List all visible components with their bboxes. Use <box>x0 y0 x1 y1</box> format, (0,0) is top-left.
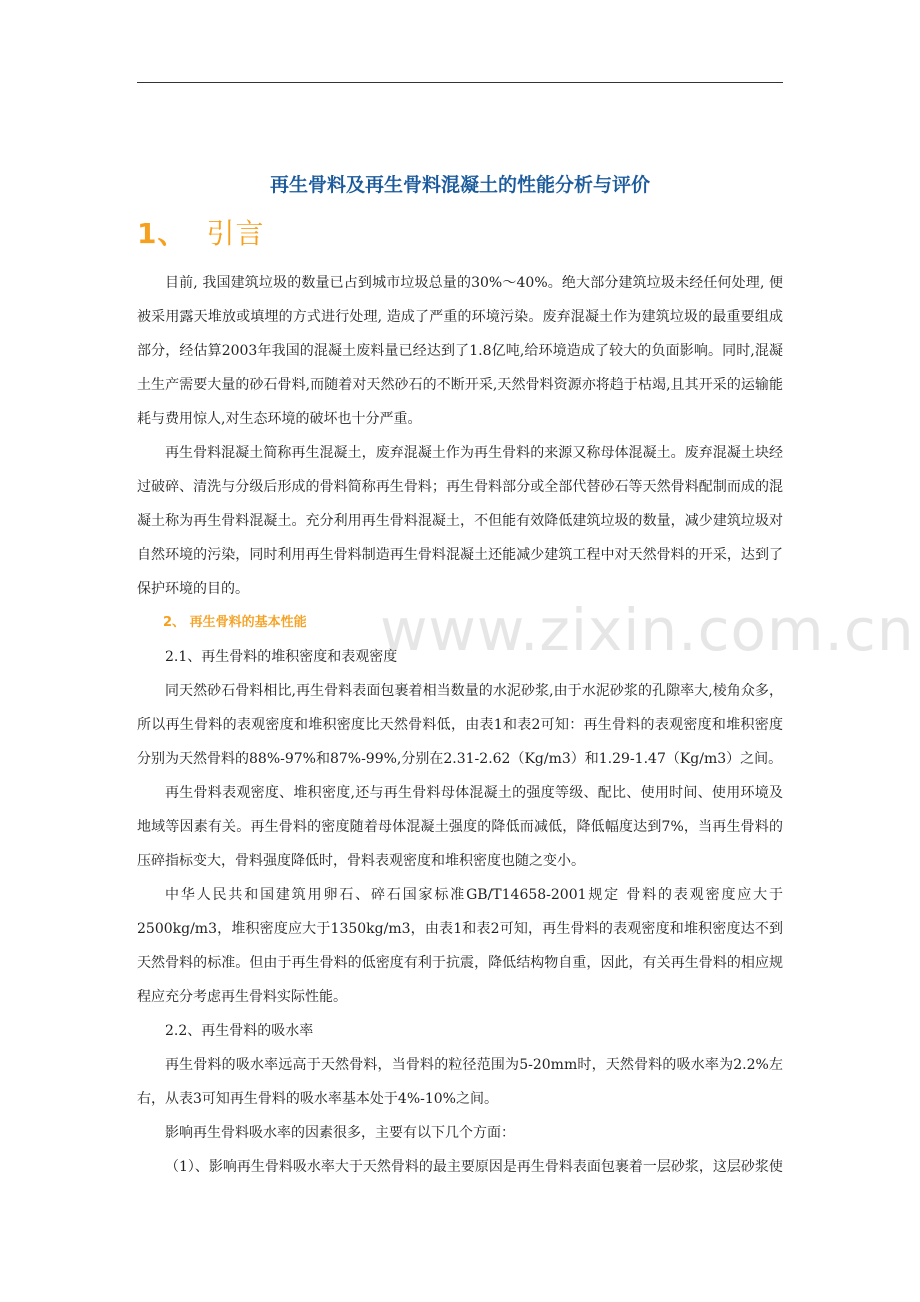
document-body <box>137 266 783 1184</box>
paragraph: 再生骨料混凝土简称再生混凝土，废弃混凝土作为再生骨料的来源又称母体混凝土。废弃混凝土块经过破碎、清洗与分级后形成的骨料简称再生骨料；再生骨料部分或全部代替砂石等天然骨料配制而成的混凝土称为再生骨料混凝土。充分利用再生骨料混凝土，不但能有效降低建筑垃圾的数量，减少建筑垃圾对自然环境的污染，同时利用再生骨料制造再生骨料混凝土还能减少建筑工程中对天然骨料的开采，达到了保护环境的目的。 <box>137 445 783 597</box>
paragraph: （1）、影响再生骨料吸水率大于天然骨料的最主要原因是再生骨料表面包裹着一层砂浆，这层砂浆使 <box>165 1159 783 1175</box>
paragraph: 目前, 我国建筑垃圾的数量已占到城市垃圾总量的30%～40%。绝大部分建筑垃圾未经任何处理, 便被采用露天堆放或填埋的方式进行处理, 造成了严重的环境污染。废弃混凝土作为建筑垃圾的最重要组成部分，经估算2003年我国的混凝土废料量已经达到了1.8亿吨,给环境造成了较大的负面影响。同时,混凝土生产需要大量的砂石骨料,而随着对天然砂石的不断开采,天然骨料资源亦将趋于枯竭,且其开采的运输能耗与费用惊人,对生态环境的破坏也十分严重。 <box>137 275 783 427</box>
paragraph: 影响再生骨料吸水率的因素很多，主要有以下几个方面： <box>165 1125 515 1141</box>
paragraph: 中华人民共和国建筑用卵石、碎石国家标准GB/T14658-2001规定 骨料的表观密度应大于2500kg/m3，堆积密度应大于1350kg/m3，由表1和表2可知，再生骨料的表观密度和堆积密度达不到天然骨料的标准。但由于再生骨料的低密度有利于抗震，降低结构物自重，因此，有关再生骨料的相应规程应充分考虑再生骨料实际性能。 <box>137 887 783 1005</box>
subsection-heading: 2.1、再生骨料的堆积密度和表观密度 <box>165 649 398 665</box>
section-label: 引言 <box>206 217 265 250</box>
section-heading-1 <box>137 212 265 252</box>
section-number: 1、 <box>137 217 187 250</box>
watermark: www.zixin.com.cn <box>380 596 915 664</box>
document-title: 再生骨料及再生骨料混凝土的性能分析与评价 <box>269 174 650 196</box>
paragraph: 再生骨料表观密度、堆积密度,还与再生骨料母体混凝土的强度等级、配比、使用时间、使用环境及地域等因素有关。再生骨料的密度随着母体混凝土强度的降低而减低，降低幅度达到7%，当再生骨料的压碎指标变大，骨料强度降低时，骨料表观密度和堆积密度也随之变小。 <box>137 785 783 869</box>
paragraph: 同天然砂石骨料相比,再生骨料表面包裹着相当数量的水泥砂浆,由于水泥砂浆的孔隙率大,棱角众多，所以再生骨料的表观密度和堆积密度比天然骨料低，由表1和表2可知：再生骨料的表观密度和堆积密度分别为天然骨料的88%-97%和87%-99%,分别在2.31-2.62（Kg/m3）和1.29-1.47（Kg/m3）之间。 <box>137 683 783 767</box>
section-heading-2: 2、 再生骨料的基本性能 <box>163 615 307 630</box>
header-rule <box>137 82 783 83</box>
subsection-heading: 2.2、再生骨料的吸水率 <box>165 1023 314 1039</box>
paragraph: 再生骨料的吸水率远高于天然骨料，当骨料的粒径范围为5-20mm时，天然骨料的吸水率为2.2%左右，从表3可知再生骨料的吸水率基本处于4%-10%之间。 <box>137 1057 783 1107</box>
